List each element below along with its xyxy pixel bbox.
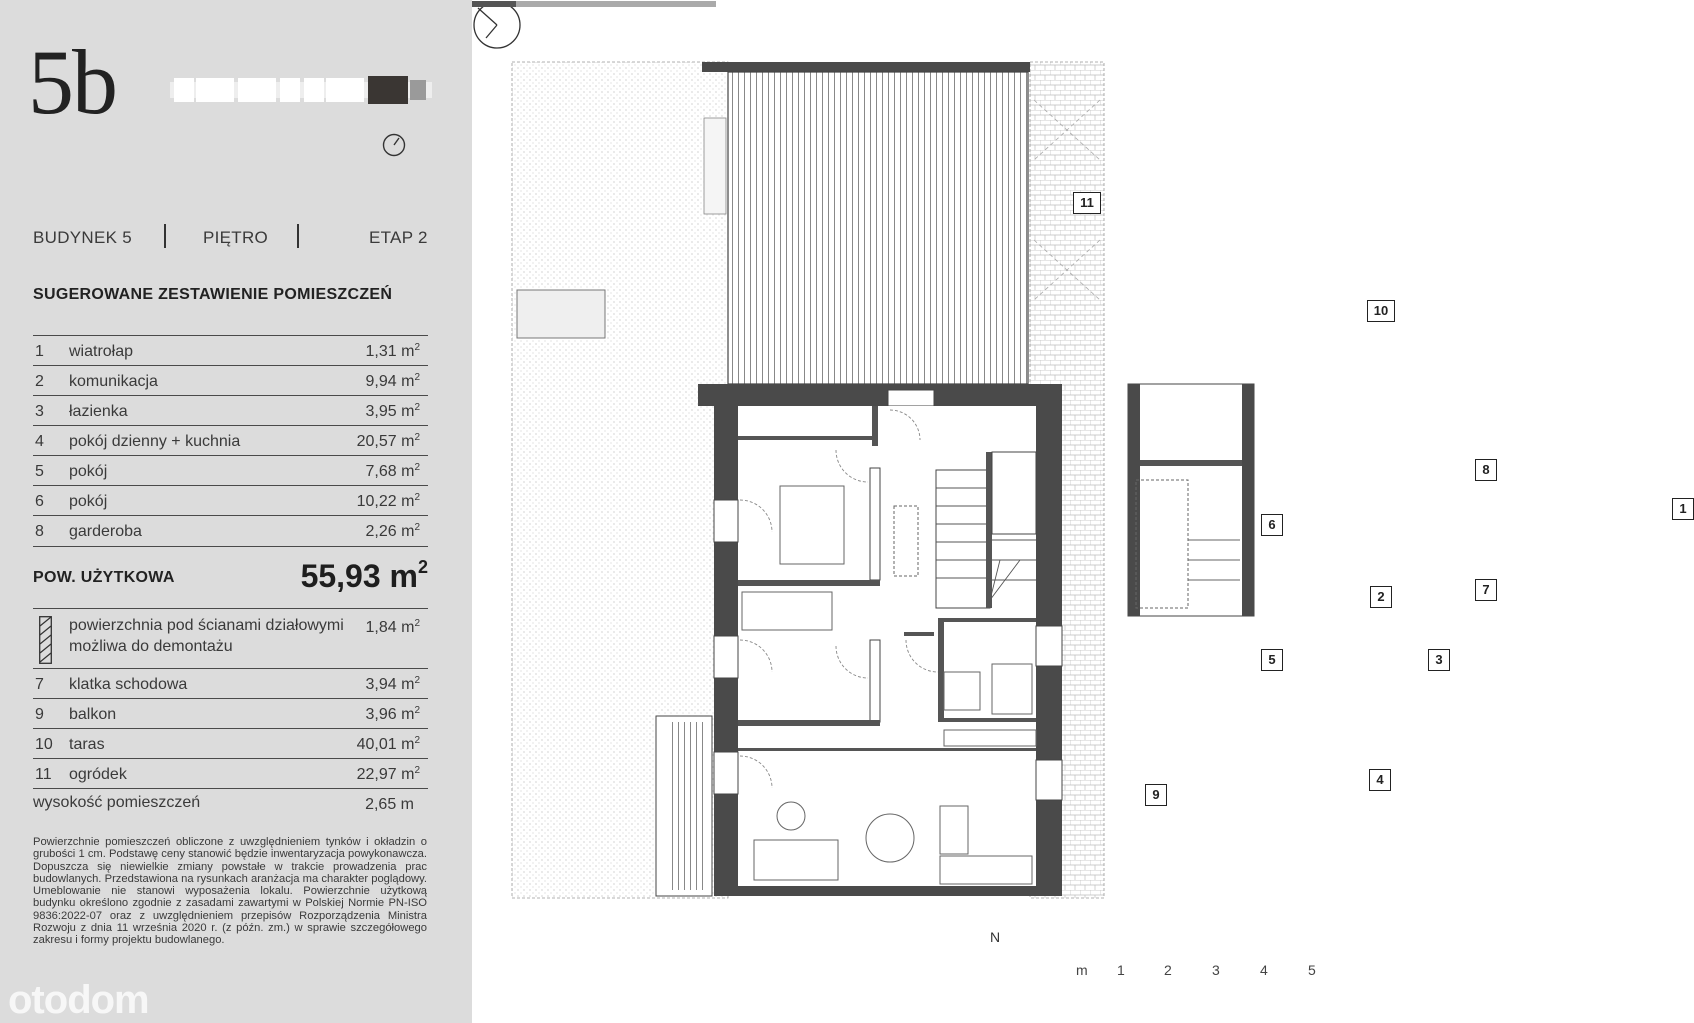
hatch-icon [39,616,52,664]
room-row: 11 ogródek 22,97 $m^2$ [33,758,428,788]
floor-plan [472,0,1687,1023]
scale-tick: 1 [1117,962,1125,978]
separator [297,224,299,248]
floor-indicator-icon [170,74,432,104]
room-row: 1 wiatrołap 1,31 $m^2$ [33,335,428,365]
total-area-row [33,546,428,608]
room-row: 3 łazienka 3,95 $m^2$ [33,395,428,425]
room-tag-room-6: 6 [1261,514,1283,536]
scale-bar [472,0,716,8]
room-tag-bathroom: 3 [1428,649,1450,671]
room-row: 8 garderoba 2,26 $m^2$ [33,515,428,545]
floor-label: PIĘTRO [203,228,269,247]
scale-tick: 3 [1212,962,1220,978]
scale-unit: m [1076,962,1088,978]
room-tag-terrace: 10 [1367,300,1395,322]
scale-tick: 4 [1260,962,1268,978]
rooms-heading: SUGEROWANE ZESTAWIENIE POMIESZCZEŃ [33,286,393,303]
room-row: 4 pokój dzienny + kuchnia 20,57 $m^2$ [33,425,428,455]
terrace-area [728,72,1028,384]
compass-icon [382,133,406,157]
height-row: wysokość pomieszczeń 2,65 m [33,788,428,818]
room-tag-garden: 11 [1073,192,1101,214]
unit-number: 5b [28,31,116,133]
scale-tick: 2 [1164,962,1172,978]
floor-plan-drawing [472,0,1280,1023]
info-panel [0,0,472,1023]
separator [164,224,166,248]
room-row: 10 taras 40,01 $m^2$ [33,728,428,758]
disclaimer-text: Powierzchnie pomieszczeń obliczone z uwzględnieniem tynków i okładzin o grubości 1 cm. Podstawę ceny stanowić będzie inwentaryzacja powykonawcza. Dopuszcza się niewielkie zmiany powstałe w trakcie prowadzenia prac budowlanych. Przedstawiona na rysunkach aranżacja ma charakter poglądowy. Umeblowanie nie stanowi wyposażenia lokalu. Powierzchnie użytkową budynku określono zgodnie z zasadami zawartymi w Polskiej Normie PN-ISO 9836:2022-07 oraz z uwzględnieniem przepisów Rozporządzenia Ministra Rozwoju z dnia 11 września 2020 r. (z późn. zm.) w sprawie szczegółowego zakresu i formy projektu budowlanego. [33,836,427,947]
room-row: 7 klatka schodowa 3,94 $m^2$ [33,668,428,698]
room-tag-staircase: 7 [1475,579,1497,601]
room-tag-balcony: 9 [1145,784,1167,806]
watermark-logo: otodom [8,978,149,1022]
wall-area-row: powierzchnia pod ścianami działowymi możliwa do demontażu 1,84 $m^2$ [33,608,428,668]
total-area-label: POW. UŻYTKOWA [33,569,175,586]
stage-label: ETAP 2 [369,228,428,247]
room-row: 5 pokój 7,68 $m^2$ [33,455,428,485]
room-tag-vestibule: 1 [1672,498,1694,520]
room-tag-hall: 2 [1370,586,1392,608]
scale-tick: 5 [1308,962,1316,978]
north-label: N [990,929,1001,945]
total-area-value: 55,93 $m^2$ [300,557,428,594]
room-row: 2 komunikacja 9,94 $m^2$ [33,365,428,395]
building-label: BUDYNEK 5 [33,228,133,247]
room-row: 9 balkon 3,96 $m^2$ [33,698,428,728]
room-tag-wardrobe: 8 [1475,459,1497,481]
room-row: 6 pokój 10,22 $m^2$ [33,485,428,515]
room-tag-living-room: 4 [1369,769,1391,791]
room-tag-room-5: 5 [1261,649,1283,671]
